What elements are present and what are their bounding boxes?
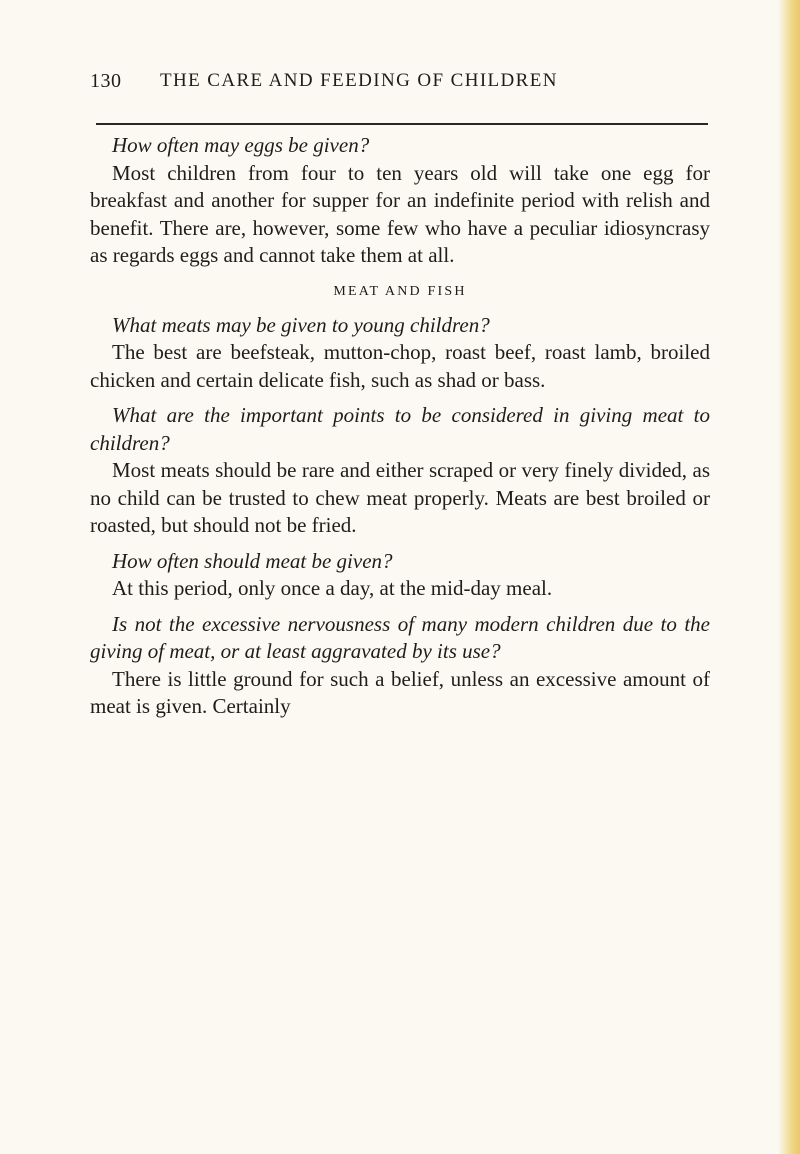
- question-meats: What meats may be given to young children?: [112, 312, 490, 337]
- question-meat-frequency: How often should meat be given?: [112, 548, 393, 573]
- page-number: 130: [90, 70, 122, 92]
- page-body: [90, 132, 710, 721]
- question-nervousness: Is not the excessive nervousness of many modern children due to the giving of meat, or at least aggravated by its use?: [90, 611, 710, 663]
- answer-nervousness: There is little ground for such a belief, unless an excessive amount of meat is given. Certainly: [90, 666, 710, 718]
- header-rule: [96, 123, 708, 125]
- running-head: [90, 66, 710, 100]
- question-important-points: What are the important points to be considered in giving meat to children?: [90, 403, 710, 455]
- question-eggs: How often may eggs be given?: [112, 133, 370, 157]
- running-title: THE CARE AND FEEDING OF CHILDREN: [160, 70, 558, 91]
- answer-important-points: Most meats should be rare and either scraped or very finely divided, as no child can be trusted to chew meat properly. Meats are best broiled or roasted, but should not be fried.: [90, 458, 710, 537]
- answer-meats: The best are beefsteak, mutton-chop, roast beef, roast lamb, broiled chicken and certain delicate fish, such as shad or bass.: [90, 340, 710, 392]
- page-edge-shadow: [778, 0, 800, 1154]
- answer-eggs: Most children from four to ten years old will take one egg for breakfast and another for supper for an indefinite period with relish and benefit. There are, however, some few who have a peculiar idiosyncrasy as regards eggs and cannot take them at all.: [90, 160, 710, 267]
- section-heading: MEAT AND FISH: [333, 283, 467, 299]
- answer-meat-frequency: At this period, only once a day, at the mid-day meal.: [112, 576, 553, 600]
